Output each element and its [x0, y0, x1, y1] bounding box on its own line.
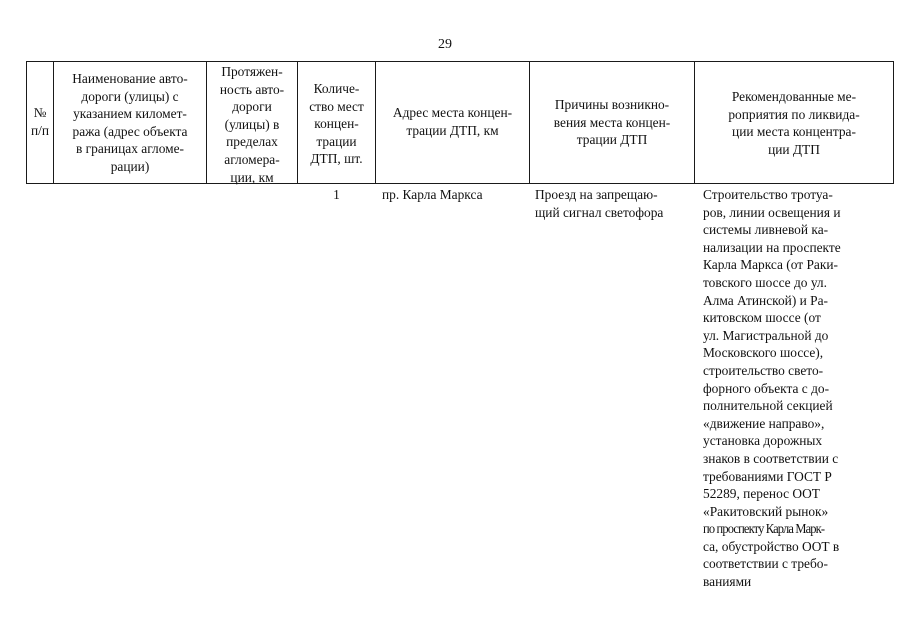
header-length-line-2: ность авто-	[219, 81, 285, 97]
row-measures-line-10: Московского шоссе),	[703, 345, 824, 361]
header-address-line-2: трации ДТП, км	[406, 122, 499, 138]
table-top-border	[26, 61, 894, 62]
header-concentration-count	[298, 80, 375, 168]
row-measures-line-6: товского шоссе до ул.	[703, 274, 827, 290]
header-address-line-1: Адрес места концен-	[392, 105, 513, 120]
header-count-line-1: Количе-	[313, 81, 360, 96]
row-concentration-count: 1	[333, 187, 340, 202]
row-measures-line-7: Алма Атинской) и Ра-	[703, 292, 829, 308]
row-measures-line-16: знаков в соответствии с	[703, 450, 839, 466]
header-causes-line-2: вения места концен-	[553, 114, 671, 130]
row-measures-line-11: строительство свето-	[703, 362, 824, 378]
row-measures-line-18: 52289, перенос ООТ	[703, 486, 820, 502]
header-recommended-measures	[695, 88, 893, 158]
header-num-line-2: п/п	[30, 122, 50, 138]
header-accident-causes	[530, 96, 694, 149]
row-causes-line-2: щий сигнал светофора	[535, 204, 664, 220]
table-vertical-rule-8	[893, 61, 894, 184]
row-accident-causes	[535, 186, 663, 221]
row-measures-line-4: нализации на проспекте	[703, 239, 841, 255]
header-road-line-4: ража (адрес объекта	[72, 123, 188, 139]
row-measures-line-23: ваниями	[703, 574, 752, 590]
header-count-line-2: ство мест	[309, 98, 364, 114]
header-count-line-5: ДТП, шт.	[310, 151, 363, 167]
header-length-line-3: дороги	[232, 99, 272, 115]
header-measures-line-3: ции места концентра-	[732, 124, 856, 140]
page-number: 29	[438, 37, 452, 52]
header-road-line-3: указанием километ-	[73, 106, 187, 122]
row-measures-line-12: форного объекта с до-	[703, 380, 830, 396]
header-accident-address	[376, 104, 529, 139]
row-measures-line-19: «Ракитовский рынок»	[703, 503, 829, 519]
header-count-line-3: концен-	[314, 116, 359, 132]
header-measures-line-1: Рекомендованные ме-	[731, 89, 857, 104]
row-measures-line-3: системы ливневой ка-	[703, 222, 829, 238]
header-length-line-1: Протяжен-	[221, 64, 283, 79]
row-measures-line-21: са, обустройство ООТ в	[703, 538, 840, 554]
header-length-line-7: ции, км	[230, 169, 274, 185]
header-road-line-6: рации)	[110, 158, 150, 174]
row-accident-address: пр. Карла Маркса	[382, 187, 483, 202]
header-measures-line-2: роприятия по ликвида-	[728, 106, 860, 122]
row-measures-line-14: «движение направо»,	[703, 415, 825, 431]
header-length-line-5: пределах	[226, 134, 278, 150]
row-causes-line-1: Проезд на запрещаю-	[535, 187, 658, 202]
header-length-line-6: агломера-	[224, 151, 280, 167]
header-road-line-1: Наименование авто-	[72, 71, 188, 86]
row-measures-line-2: ров, линии освещения и	[703, 204, 841, 220]
header-num	[27, 104, 53, 139]
row-measures-line-1: Строительство тротуа-	[703, 187, 833, 202]
header-road-line-5: в границах агломе-	[75, 141, 185, 157]
row-measures-line-20	[703, 520, 841, 538]
header-causes-line-3: трации ДТП	[576, 132, 648, 148]
row-measures-line-15: установка дорожных	[703, 433, 823, 449]
header-road-name	[54, 70, 206, 176]
header-measures-line-4: ции ДТП	[768, 141, 820, 157]
header-road-line-2: дороги (улицы) с	[81, 88, 179, 104]
row-measures-line-9: ул. Магистральной до	[703, 327, 829, 343]
header-length-line-4: (улицы) в	[224, 116, 280, 132]
row-measures-line-20-text: по проспекту Карла Марк-	[703, 521, 825, 537]
row-recommended-measures	[703, 186, 841, 591]
row-measures-line-17: требованиями ГОСТ Р	[703, 468, 832, 484]
header-count-line-4: трации	[316, 133, 357, 149]
row-measures-line-5: Карла Маркса (от Раки-	[703, 257, 839, 273]
row-measures-line-8: китовском шоссе (от	[703, 310, 821, 326]
header-causes-line-1: Причины возникно-	[554, 97, 670, 112]
row-measures-line-22: соответствии с требо-	[703, 556, 828, 572]
header-road-length	[207, 63, 297, 186]
row-measures-line-13: полнительной секцией	[703, 398, 833, 414]
header-num-line-1: №	[33, 105, 47, 120]
table-header-bottom-border	[26, 183, 894, 184]
